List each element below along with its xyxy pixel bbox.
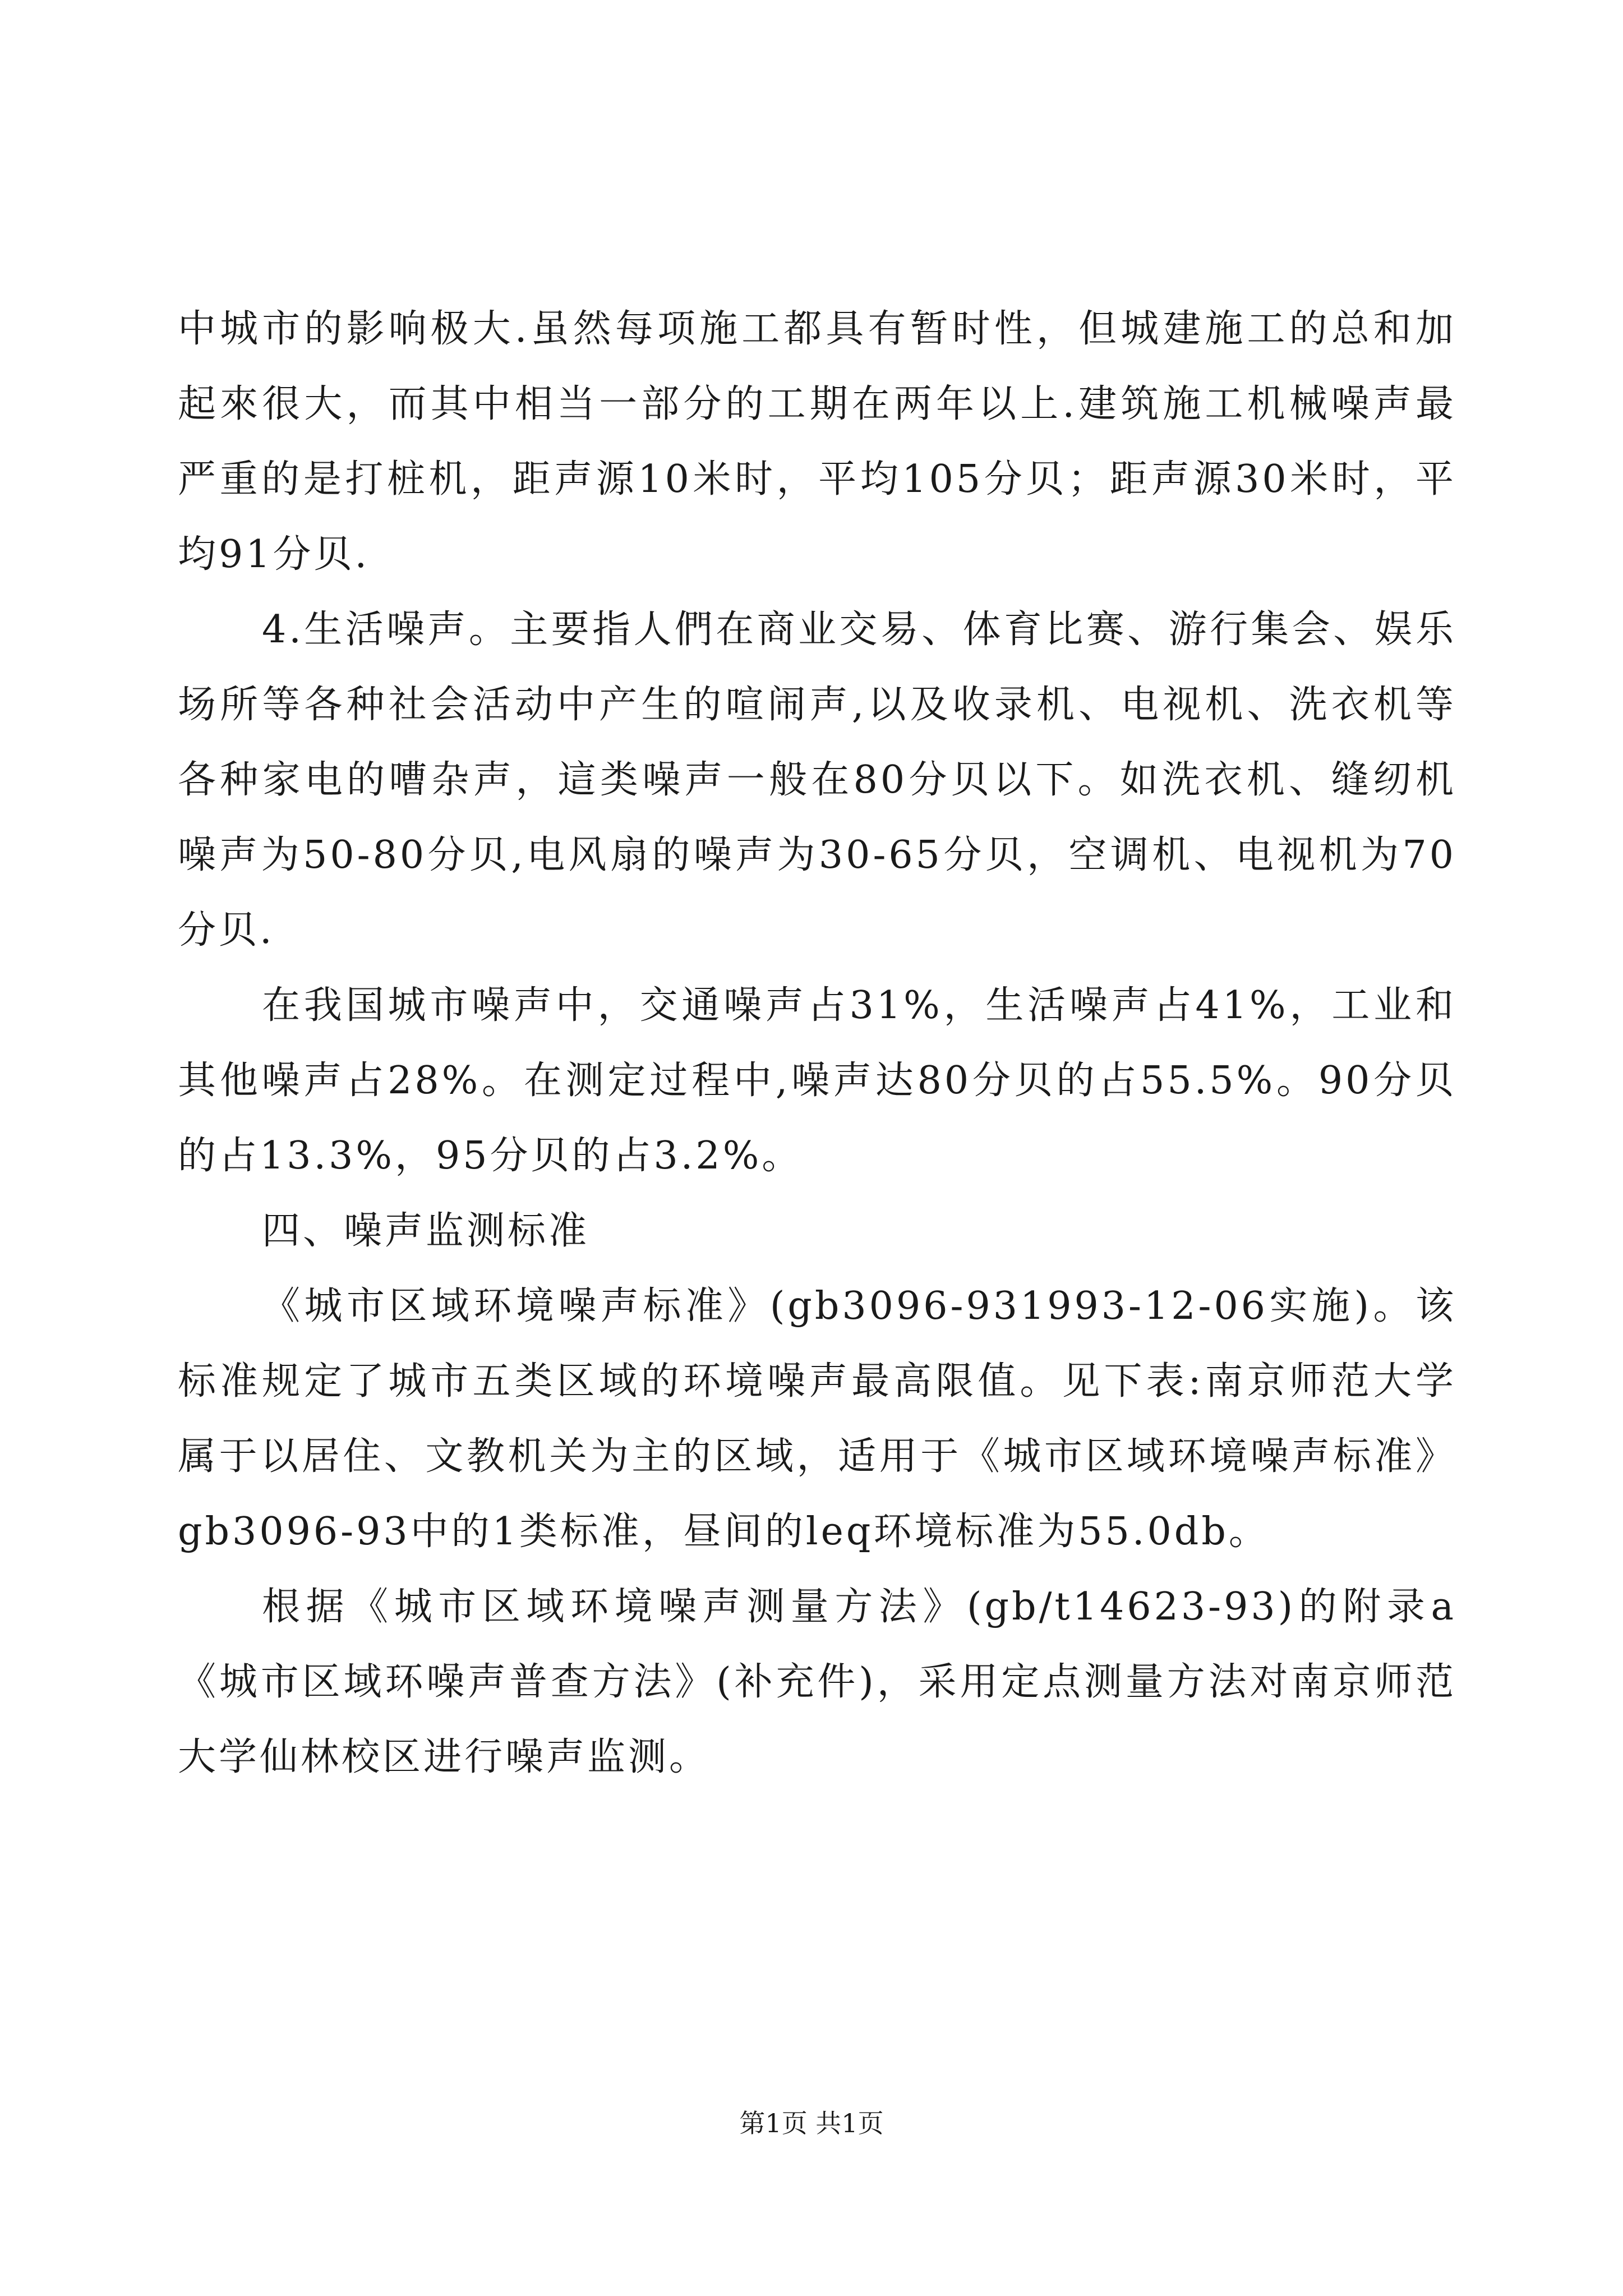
paragraph-construction-noise: 中城市的影响极大.虽然每项施工都具有暂时性，但城建施工的总和加起來很大，而其中相当一部分的工期在两年以上.建筑施工机械噪声最严重的是打桩机，距声源10米时，平均105分贝；距声源30米时，平均91分贝.: [178, 307, 1456, 577]
document-body: [178, 292, 1456, 1795]
page-footer: 第1页 共1页: [739, 2108, 884, 2138]
section-heading-monitoring-standard: 四、噪声监测标准: [262, 1209, 590, 1253]
paragraph-standard-description: 《城市区域环境噪声标准》(gb3096-931993-12-06实施)。该标准规定了城市五类区域的环境噪声最高限值。见下表:南京师范大学属于以居住、文教机关为主的区域，适用于《城市区域环境噪声标准》gb3096-93中的1类标准，昼间的leq环境标准为55.0db。: [178, 1284, 1456, 1554]
paragraph-noise-statistics: 在我国城市噪声中，交通噪声占31%，生活噪声占41%，工业和其他噪声占28%。在测定过程中,噪声达80分贝的占55.5%。90分贝的占13.3%，95分贝的占3.2%。: [178, 983, 1456, 1178]
paragraph-measurement-method: 根据《城市区域环境噪声测量方法》(gb/t14623-93)的附录a《城市区域环噪声普查方法》(补充件)，采用定点测量方法对南京师范大学仙林校区进行噪声监测。: [178, 1585, 1456, 1779]
paragraph-living-noise: 4.生活噪声。主要指人們在商业交易、体育比赛、游行集会、娱乐场所等各种社会活动中产生的喧闹声,以及收录机、电视机、洗衣机等各种家电的嘈杂声，這类噪声一般在80分贝以下。如洗衣机、缝纫机噪声为50-80分贝,电风扇的噪声为30-65分贝，空调机、电视机为70分贝.: [178, 608, 1456, 953]
